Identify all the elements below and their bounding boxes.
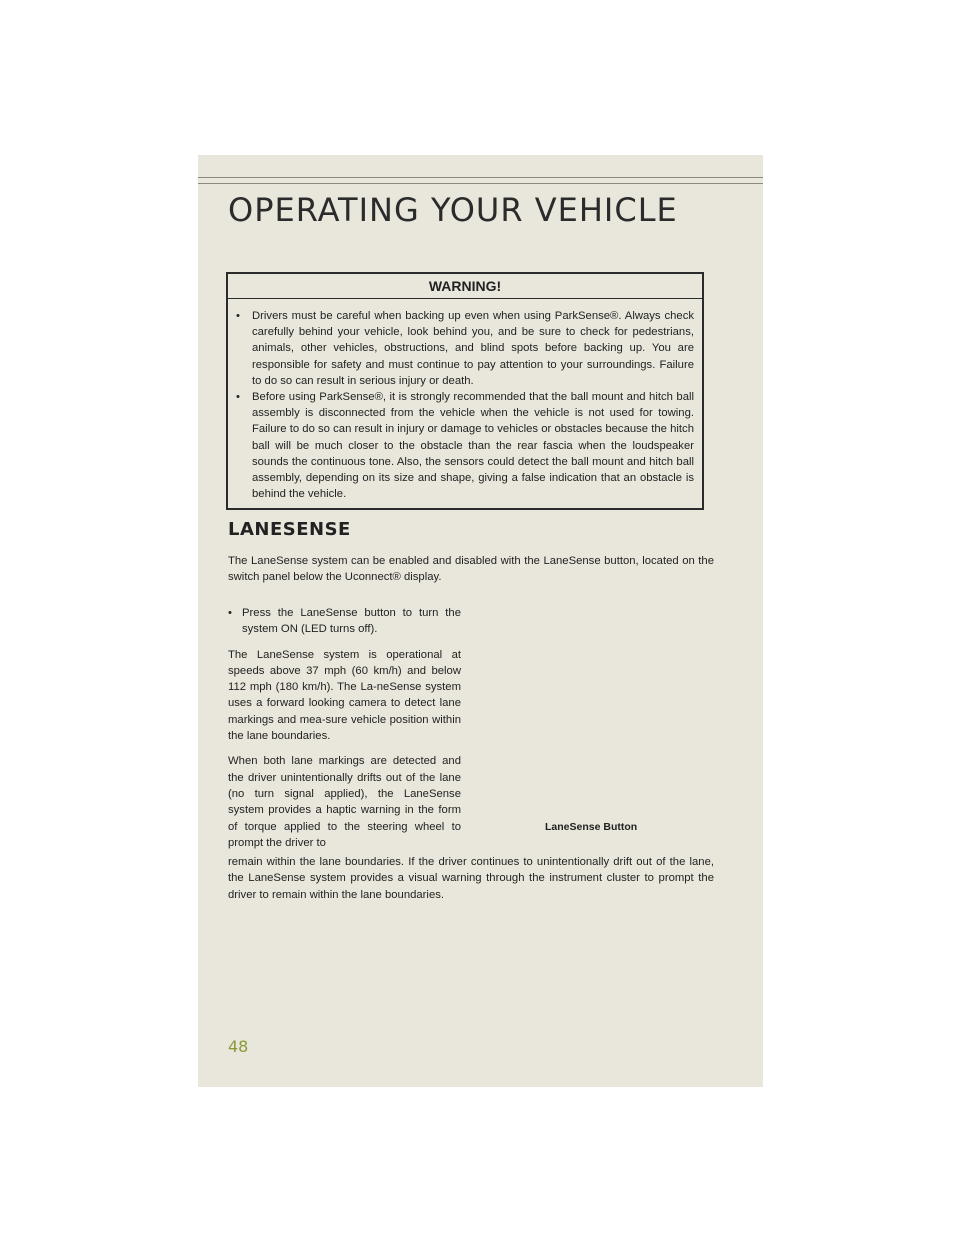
lanesense-column bbox=[228, 605, 461, 860]
figure-caption: LaneSense Button bbox=[545, 821, 638, 833]
lanesense-intro: The LaneSense system can be enabled and disabled with the LaneSense button, located on the switch panel below the Uconnect® display. bbox=[228, 555, 714, 584]
bullet-icon: • bbox=[236, 391, 240, 404]
header-rule-bottom bbox=[198, 183, 763, 184]
lanesense-bullet-item bbox=[228, 605, 461, 638]
warning-item-text: Before using ParkSense®, it is strongly recommended that the ball mount and hitch ball assembly is disconnected from the vehicle when the vehicle is not used for towing. Failure to do so can result in injury or damage to vehicles or obstacles because the hitch ball will be much closer to the obstacle than the rear fascia when the loudspeaker sounds the continuous tone. Also, the sensors could detect the ball mount and hitch ball assembly, depending on its size and shape, giving a false indication that an obstacle is behind the vehicle. bbox=[252, 391, 694, 501]
warning-item bbox=[236, 389, 694, 502]
warning-item-text: Drivers must be careful when backing up even when using ParkSense®. Always check carefully behind your vehicle, look behind you, and be sure to check for pedestrians, animals, other vehicles, obstructions, and blind spots before backing up. You are responsible for safety and must continue to pay attention to your surroundings. Failure to do so can result in serious injury or death. bbox=[252, 310, 694, 387]
warning-title: WARNING! bbox=[228, 274, 702, 299]
warning-item bbox=[236, 308, 694, 389]
bullet-icon: • bbox=[228, 607, 232, 619]
header-rule-top bbox=[198, 177, 763, 178]
lanesense-paragraph-2-continued: remain within the lane boundaries. If the driver continues to unintentionally drift out of the lane, the LaneSense system provides a visual warning through the instrument cluster to prompt the driver to remain within the lane boundaries. bbox=[228, 856, 714, 901]
page-number: 48 bbox=[228, 1037, 249, 1056]
section-title: OPERATING YOUR VEHICLE bbox=[228, 191, 678, 229]
bullet-icon: • bbox=[236, 310, 240, 322]
warning-box bbox=[226, 272, 704, 510]
lanesense-heading: LANESENSE bbox=[228, 519, 351, 540]
warning-list bbox=[228, 299, 702, 502]
lanesense-paragraph-2: When both lane markings are detected and the driver unintentionally drifts out of the lane (no turn signal applied), the LaneSense system provides a haptic warning in the form of torque applied to the steering wheel to prompt the driver to bbox=[228, 755, 461, 849]
manual-page bbox=[198, 155, 763, 1087]
lanesense-paragraph-1: The LaneSense system is operational at speeds above 37 mph (60 km/h) and below 112 mph (180 km/h). The La-neSense system uses a forward looking camera to detect lane markings and mea-sure vehicle position within the lane boundaries. bbox=[228, 648, 461, 743]
lanesense-bullet-text: Press the LaneSense button to turn the system ON (LED turns off). bbox=[242, 607, 461, 636]
